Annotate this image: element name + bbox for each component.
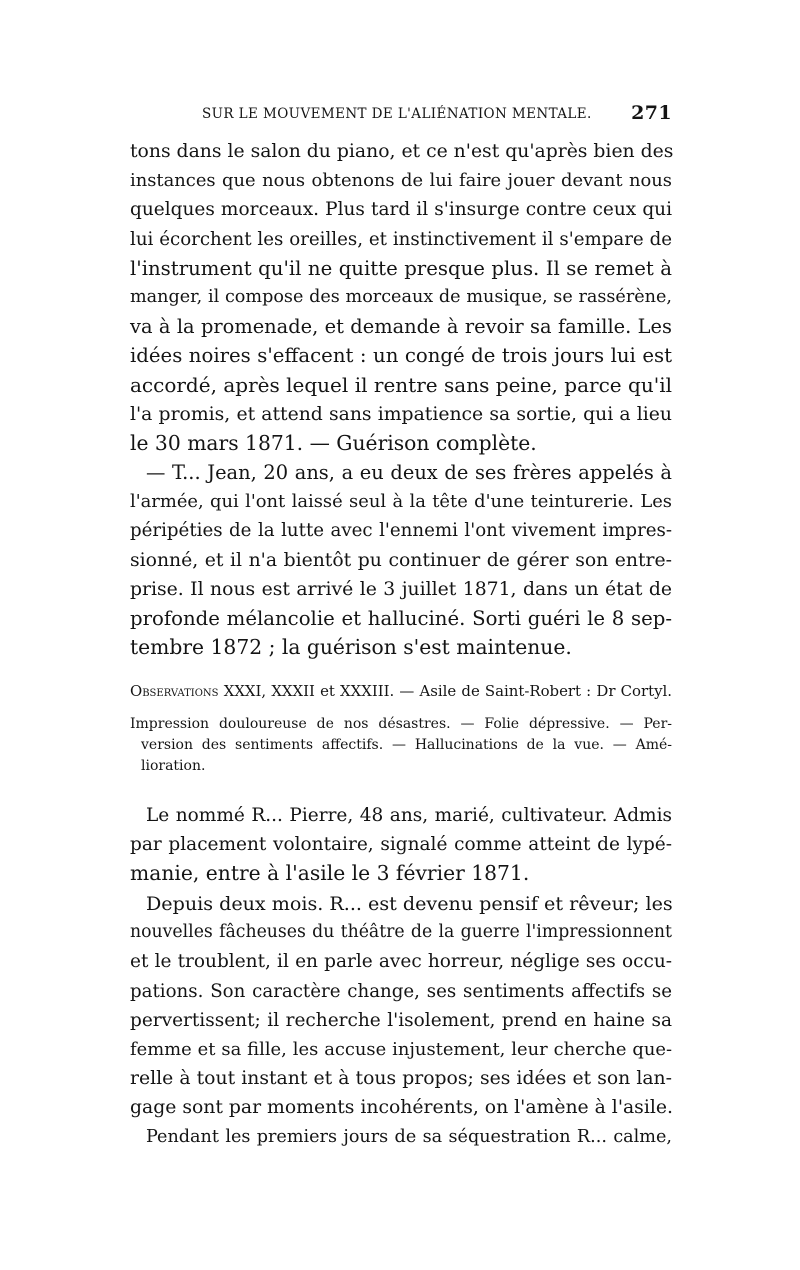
- text-line: — T... Jean, 20 ans, a eu deux de ses frères appelés à: [146, 461, 672, 484]
- text-line: tembre 1872 ; la guérison s'est maintenue.: [130, 635, 572, 660]
- case-summary: [130, 714, 672, 777]
- text-line: nouvelles fâcheuses du théâtre de la guerre l'impressionnent: [130, 922, 672, 943]
- text-line: Depuis deux mois. R... est devenu pensif et rêveur; les: [146, 892, 673, 915]
- text-line: l'a promis, et attend sans impatience sa sortie, qui a lieu: [130, 403, 672, 425]
- text-line: femme et sa fille, les accuse injustement, leur cherche que-: [130, 1038, 672, 1060]
- text-line: idées noires s'effacent : un congé de trois jours lui est: [130, 344, 672, 368]
- observations-line: [130, 680, 672, 702]
- text-line: profonde mélancolie et halluciné. Sorti guéri le 8 sep-: [130, 606, 672, 630]
- text-line: l'armée, qui l'ont laissé seul à la tête d'une teinturerie. Les: [130, 491, 672, 513]
- observations-heading: [130, 680, 672, 702]
- text-line: accordé, après lequel il rentre sans peine, parce qu'il: [130, 372, 672, 397]
- text-line: Le nommé R... Pierre, 48 ans, marié, cultivateur. Admis: [146, 805, 672, 826]
- text-line: instances que nous obtenons de lui faire jouer devant nous: [130, 170, 672, 192]
- text-line: lui écorchent les oreilles, et instinctivement il s'empare de: [130, 228, 672, 250]
- text-line: et le troublent, il en parle avec horreur, néglige ses occu-: [130, 951, 672, 973]
- text-line: sionné, et il n'a bientôt pu continuer de gérer son entre-: [130, 549, 672, 571]
- observations-label: Observations: [130, 682, 219, 700]
- paragraph-2: [130, 458, 672, 662]
- observations-rest: XXXI, XXXII et XXXIII. — Asile de Saint-Robert : Dr Cortyl.: [223, 682, 672, 700]
- text-line: le 30 mars 1871. — Guérison complète.: [130, 430, 537, 455]
- text-line: tons dans le salon du piano, et ce n'est qu'après bien des: [130, 141, 674, 162]
- text-line: manger, il compose des morceaux de musique, se rassérène,: [130, 286, 672, 307]
- book-page: [130, 0, 672, 1270]
- text-line: pations. Son caractère change, ses sentiments affectifs se: [130, 980, 672, 1002]
- paragraph-4: [130, 889, 672, 1152]
- paragraph-3: [130, 801, 672, 889]
- text-line: l'instrument qu'il ne quitte presque plus. Il se remet à: [130, 256, 672, 280]
- text-line: Pendant les premiers jours de sa séquestration R... calme,: [146, 1126, 672, 1147]
- text-line: quelques morceaux. Plus tard il s'insurge contre ceux qui: [130, 199, 672, 221]
- text-line: par placement volontaire, signalé comme atteint de lypé-: [130, 834, 672, 856]
- running-head: [130, 102, 672, 126]
- text-line: pervertissent; il recherche l'isolement, prend en haine sa: [130, 1009, 672, 1031]
- page-number: 271: [631, 102, 672, 124]
- text-line: prise. Il nous est arrivé le 3 juillet 1871, dans un état de: [130, 578, 672, 600]
- text-line: va à la promenade, et demande à revoir sa famille. Les: [130, 315, 672, 339]
- paragraph-1: [130, 137, 672, 458]
- text-line: relle à tout instant et à tous propos; ses idées et son lan-: [130, 1068, 672, 1090]
- text-line: gage sont par moments incohérents, on l'amène à l'asile.: [130, 1097, 673, 1119]
- summary-line: version des sentiments affectifs. — Hallucinations de la vue. — Amé-: [141, 737, 672, 753]
- summary-line: Impression douloureuse de nos désastres. — Folie dépressive. — Per-: [130, 716, 672, 732]
- text-line: manie, entre à l'asile le 3 février 1871.: [130, 861, 530, 886]
- text-line: péripéties de la lutte avec l'ennemi l'ont vivement impres-: [130, 520, 672, 542]
- running-head-title: SUR LE MOUVEMENT DE L'ALIÉNATION MENTALE.: [202, 106, 592, 122]
- summary-line: lioration.: [141, 758, 206, 774]
